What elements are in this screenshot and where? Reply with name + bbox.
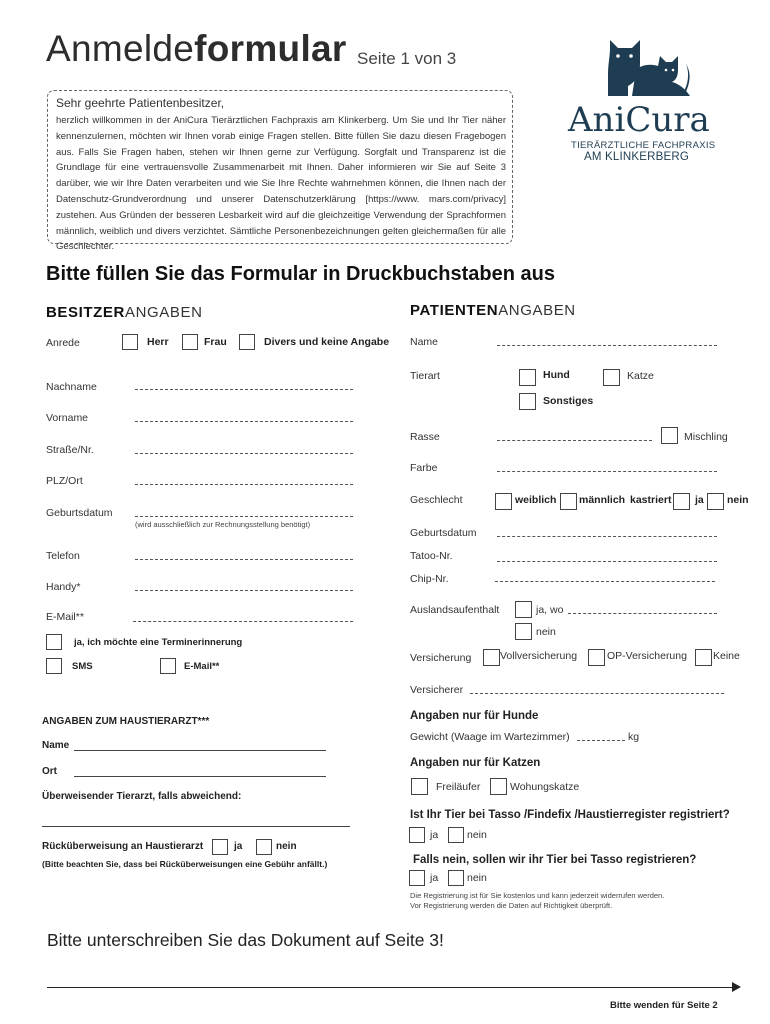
- tasso-note-1: Die Registrierung ist für Sie kostenlos und kann jederzeit widerrufen werden.: [410, 891, 665, 900]
- vet-referring-label: Überweisender Tierarzt, falls abweichend:: [42, 791, 242, 802]
- plz-label: PLZ/Ort: [46, 475, 83, 487]
- nachname-field[interactable]: [135, 389, 353, 390]
- tatoo-label: Tatoo-Nr.: [410, 550, 453, 562]
- tasso-nein-checkbox[interactable]: [448, 827, 464, 843]
- arrow-right-icon: [732, 982, 741, 992]
- farbe-label: Farbe: [410, 462, 438, 474]
- geburtsdatum-field[interactable]: [135, 516, 353, 517]
- keine-versicherung-checkbox[interactable]: [695, 649, 712, 666]
- geburtsdatum-note: (wird ausschließlich zur Rechnungsstellung benötigt): [135, 520, 311, 529]
- patient-section-title: [410, 302, 576, 319]
- plz-field[interactable]: [135, 484, 353, 485]
- vet-ort-label: Ort: [42, 766, 57, 777]
- owner-section-title: [46, 304, 203, 321]
- vet-ort-field[interactable]: [74, 776, 326, 777]
- strasse-label: Straße/Nr.: [46, 444, 94, 456]
- ausland-nein-label: nein: [536, 626, 556, 638]
- vorname-field[interactable]: [135, 421, 353, 422]
- tasso-ja-checkbox[interactable]: [409, 827, 425, 843]
- vet-name-field[interactable]: [74, 750, 326, 751]
- herr-checkbox[interactable]: [122, 334, 138, 350]
- farbe-field[interactable]: [497, 471, 717, 472]
- intro-text: herzlich willkommen in der AniCura Tierärztlichen Fachpraxis am Klinkerberg. Um Sie und Ihr Tier näher kennenzulernen, möchten wir Ihnen vorab einige Fragen stellen. Bitte füllen Sie dazu diesen Fragebogen aus. Falls Sie Fragen haben, stehen wir Ihnen gerne zur Verfügung. Sorgfalt und Transparenz ist die Grundlage für eine vertrauensvolle Zusammenarbeit mit Ihnen. Daher informieren wir Sie auf Seite 3 darüber, wie wir Ihre Daten verarbeiten und wie Sie Ihre Rechte wahrnehmen können, die Ihnen nach der Datenschutz-Grundverordnung und unserer Datenschutzerklärung [https://www. mars.com/privacy] zustehen. Aus Gründen der besseren Lesbarkeit wird auf die gleichzeitige Verwendung der Sprachformen männlich, weiblich und divers verzichtet. Sämtliche Personenbezeichnungen gelten gleichermaßen für alle Geschlechter.: [56, 115, 506, 253]
- wohnungskatze-label: Wohungskatze: [510, 781, 580, 793]
- strasse-field[interactable]: [135, 453, 353, 454]
- vollversicherung-label: Vollversicherung: [500, 650, 578, 662]
- logo-subtitle-2: AM KLINKERBERG: [584, 151, 690, 163]
- weiblich-label: weiblich: [515, 494, 557, 506]
- sms-label: SMS: [72, 661, 93, 672]
- anicura-cats-logo-icon: [606, 34, 694, 98]
- form-headline: Bitte füllen Sie das Formular in Druckbuchstaben aus: [46, 263, 555, 285]
- telefon-label: Telefon: [46, 550, 80, 562]
- hund-label: Hund: [543, 369, 570, 381]
- back-referral-ja-label: ja: [234, 841, 243, 852]
- vet-name-label: Name: [42, 740, 70, 751]
- tasso-register-ja-label: ja: [430, 872, 439, 884]
- back-referral-nein-label: nein: [276, 841, 297, 852]
- tasso-nein-label: nein: [467, 829, 487, 841]
- kastriert-nein-label: nein: [727, 494, 749, 506]
- op-versicherung-label: OP-Versicherung: [607, 650, 687, 662]
- reminder-checkbox[interactable]: [46, 634, 62, 650]
- patient-geburtsdatum-label: Geburtsdatum: [410, 527, 477, 539]
- back-referral-ja-checkbox[interactable]: [212, 839, 228, 855]
- telefon-field[interactable]: [135, 559, 353, 560]
- patient-geburtsdatum-field[interactable]: [497, 536, 717, 537]
- logo-name: AniCura: [568, 100, 710, 140]
- rasse-label: Rasse: [410, 431, 440, 443]
- sonstiges-checkbox[interactable]: [519, 393, 536, 410]
- maennlich-checkbox[interactable]: [560, 493, 577, 510]
- katze-label: Katze: [627, 370, 654, 382]
- weiblich-checkbox[interactable]: [495, 493, 512, 510]
- freilaeufer-label: Freiläufer: [436, 781, 481, 793]
- vorname-label: Vorname: [46, 412, 89, 424]
- tatoo-field[interactable]: [497, 561, 717, 562]
- arrow-line: [47, 987, 733, 988]
- title-bold: formular: [194, 28, 347, 69]
- ausland-ja-label: ja, wo: [536, 604, 564, 616]
- versicherer-label: Versicherer: [410, 684, 464, 696]
- ausland-wo-field[interactable]: [568, 613, 717, 614]
- sonstiges-label: Sonstiges: [543, 395, 594, 407]
- email-label: E-Mail**: [46, 611, 84, 623]
- tasso-register-nein-label: nein: [467, 872, 487, 884]
- back-referral-note: (Bitte beachten Sie, dass bei Rücküberweisungen eine Gebühr anfällt.): [42, 859, 328, 869]
- nachname-label: Nachname: [46, 381, 97, 393]
- hunde-heading: Angaben nur für Hunde: [410, 710, 539, 722]
- herr-label: Herr: [147, 336, 169, 348]
- email-reminder-checkbox[interactable]: [160, 658, 176, 674]
- logo-subtitle-1: TIERÄRZTLICHE FACHPRAXIS: [571, 140, 716, 151]
- hund-checkbox[interactable]: [519, 369, 536, 386]
- op-versicherung-checkbox[interactable]: [588, 649, 605, 666]
- keine-versicherung-label: Keine: [713, 650, 740, 662]
- divers-checkbox[interactable]: [239, 334, 255, 350]
- back-referral-label: Rücküberweisung an Haustierarzt: [42, 841, 204, 852]
- patient-name-field[interactable]: [497, 345, 717, 346]
- patient-section-light: ANGABEN: [498, 302, 576, 319]
- anrede-label: Anrede: [46, 337, 80, 349]
- tasso-ja-label: ja: [430, 829, 439, 841]
- chip-label: Chip-Nr.: [410, 573, 449, 585]
- kastriert-label: kastriert: [630, 494, 672, 506]
- page-number: Seite 1 von 3: [357, 49, 457, 68]
- email-reminder-label: E-Mail**: [184, 661, 220, 672]
- sign-instruction: Bitte unterschreiben Sie das Dokument auf Seite 3!: [47, 930, 444, 950]
- wohnungskatze-checkbox[interactable]: [490, 778, 507, 795]
- reminder-label: ja, ich möchte eine Terminerinnerung: [74, 637, 243, 648]
- owner-section-light: ANGABEN: [124, 304, 203, 321]
- patient-name-label: Name: [410, 336, 439, 348]
- tierart-label: Tierart: [410, 370, 440, 382]
- patient-section-bold: PATIENTEN: [410, 302, 499, 319]
- gewicht-label: Gewicht (Waage im Wartezimmer): [410, 731, 570, 743]
- geschlecht-label: Geschlecht: [410, 494, 463, 506]
- tasso-note-2: Vor Registrierung werden die Daten auf Richtigkeit überprüft.: [410, 901, 613, 910]
- chip-field[interactable]: [495, 581, 715, 582]
- divers-label: Divers und keine Angabe: [264, 336, 390, 348]
- frau-checkbox[interactable]: [182, 334, 198, 350]
- vet-referring-field[interactable]: [42, 826, 350, 827]
- gewicht-field[interactable]: [577, 740, 625, 741]
- page-title: [46, 28, 347, 70]
- mischling-checkbox[interactable]: [661, 427, 678, 444]
- gewicht-unit: kg: [628, 731, 640, 743]
- geburtsdatum-label: Geburtsdatum: [46, 507, 113, 519]
- tasso-register-nein-checkbox[interactable]: [448, 870, 464, 886]
- versicherung-label: Versicherung: [410, 652, 472, 664]
- katzen-heading: Angaben nur für Katzen: [410, 757, 541, 769]
- handy-label: Handy*: [46, 581, 81, 593]
- turn-page-note: Bitte wenden für Seite 2: [610, 1000, 718, 1011]
- maennlich-label: männlich: [579, 494, 626, 506]
- kastriert-ja-label: ja: [695, 494, 704, 506]
- katze-checkbox[interactable]: [603, 369, 620, 386]
- vollversicherung-checkbox[interactable]: [483, 649, 500, 666]
- sms-checkbox[interactable]: [46, 658, 62, 674]
- rasse-field[interactable]: [497, 440, 652, 441]
- ausland-label: Auslandsaufenthalt: [410, 604, 500, 616]
- tasso-register-question: Falls nein, sollen wir ihr Tier bei Tasso registrieren?: [413, 854, 697, 866]
- kastriert-nein-checkbox[interactable]: [707, 493, 724, 510]
- versicherer-field[interactable]: [470, 693, 724, 694]
- freilaeufer-checkbox[interactable]: [411, 778, 428, 795]
- mischling-label: Mischling: [684, 431, 728, 443]
- ausland-ja-checkbox[interactable]: [515, 601, 532, 618]
- kastriert-ja-checkbox[interactable]: [673, 493, 690, 510]
- handy-field[interactable]: [135, 590, 353, 591]
- tasso-question: Ist Ihr Tier bei Tasso /Findefix /Haustierregister registriert?: [410, 809, 730, 821]
- vet-heading: ANGABEN ZUM HAUSTIERARZT***: [42, 716, 210, 727]
- title-light: Anmelde: [46, 28, 195, 69]
- tasso-register-ja-checkbox[interactable]: [409, 870, 425, 886]
- frau-label: Frau: [204, 336, 227, 348]
- email-field[interactable]: [133, 621, 353, 622]
- intro-greeting: Sehr geehrte Patientenbesitzer,: [56, 96, 225, 110]
- owner-section-bold: BESITZER: [46, 304, 125, 321]
- ausland-nein-checkbox[interactable]: [515, 623, 532, 640]
- back-referral-nein-checkbox[interactable]: [256, 839, 272, 855]
